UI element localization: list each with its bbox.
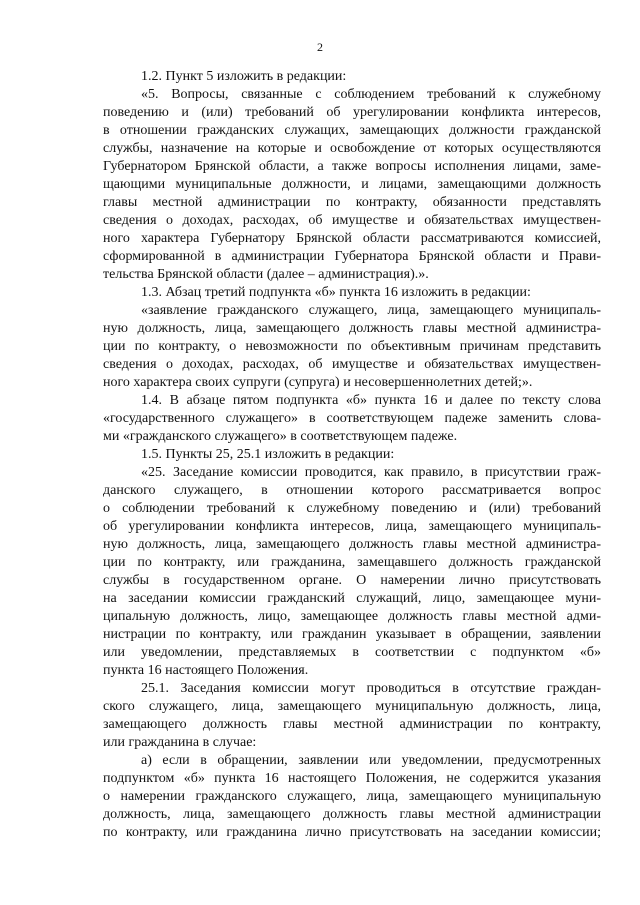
text-line: данского служащего, в отношении которого рассматривается вопрос: [103, 483, 601, 498]
text-line: ципальную должность, лицо, замещающее должность главы местной адми-: [103, 609, 601, 624]
text-line: ции по контракту, или гражданина, замещавшего должность гражданской: [103, 555, 601, 570]
text-line: на заседании комиссии гражданский служащий, лицо, замещающее муни-: [103, 591, 601, 606]
text-line: главы местной администрации по контракту, обязанности представлять: [103, 195, 601, 210]
text-line: 1.5. Пункты 25, 25.1 изложить в редакции:: [141, 447, 395, 462]
text-line: о соблюдении требований к служебному поведению и (или) требований: [103, 501, 601, 516]
text-line: нистрации по контракту, или гражданин указывает в обращении, заявлении: [103, 627, 601, 642]
text-line: или уведомлении, представляемых в соответствии с подпунктом «б»: [103, 645, 601, 660]
text-line: ции по контракту, о невозможности по объективным причинам представить: [103, 339, 601, 354]
text-line: ного характера своих супруги (супруга) и несовершеннолетних детей;».: [103, 375, 533, 390]
text-line: сведения о доходах, расходах, об имуществе и обязательствах имуществен-: [103, 357, 601, 372]
text-line: подпунктом «б» пункта 16 настоящего Положения, не содержится указания: [103, 771, 601, 786]
text-line: тельства Брянской области (далее – администрация).».: [103, 267, 429, 282]
text-line: 1.4. В абзаце пятом подпункта «б» пункта 16 и далее по тексту слова: [141, 393, 601, 408]
text-line: «заявление гражданского служащего, лица, замещающего муниципаль-: [141, 303, 601, 318]
text-line: «25. Заседание комиссии проводится, как правило, в присутствии граж-: [141, 465, 601, 480]
text-line: «государственного служащего» в соответствующем падеже заменить слова-: [103, 411, 601, 426]
document-body: [103, 68, 601, 842]
text-line: а) если в обращении, заявлении или уведомлении, предусмотренных: [141, 753, 601, 768]
text-line: ную должность, лица, замещающего должность главы местной администра-: [103, 537, 601, 552]
text-line: или гражданина в случае:: [103, 735, 257, 750]
text-line: ного характера Губернатору Брянской области рассматриваются комиссией,: [103, 231, 601, 246]
text-line: поведению и (или) требований об урегулировании конфликта интересов,: [103, 105, 601, 120]
text-line: ную должность, лица, замещающего должность главы местной администра-: [103, 321, 601, 336]
text-line: ского служащего, лица, замещающего муниципальную должность, лица,: [103, 699, 601, 714]
text-line: о намерении гражданского служащего, лица, замещающего муниципальную: [103, 789, 601, 804]
text-line: 1.2. Пункт 5 изложить в редакции:: [141, 69, 347, 84]
text-line: об урегулировании конфликта интересов, лица, замещающего муниципаль-: [103, 519, 601, 534]
text-line: пункта 16 настоящего Положения.: [103, 663, 309, 678]
text-line: «5. Вопросы, связанные с соблюдением требований к служебному: [141, 87, 601, 102]
text-line: по контракту, или гражданина лично присутствовать на заседании комиссии;: [103, 825, 601, 840]
text-line: 1.3. Абзац третий подпункта «б» пункта 16 изложить в редакции:: [141, 285, 531, 300]
text-line: службы в государственном органе. О намерении лично присутствовать: [103, 573, 601, 588]
text-line: сформированной в администрации Губернатора Брянской области и Прави-: [103, 249, 601, 264]
text-line: службы, назначение на которые и освобождение от которых осуществляются: [103, 141, 601, 156]
text-line: в отношении гражданских служащих, замещающих должности гражданской: [103, 123, 601, 138]
text-line: щающими муниципальные должности, и лицами, замещающими должность: [103, 177, 601, 192]
page-number: 2: [317, 40, 323, 54]
text-line: Губернатором Брянской области, а также вопросы исполнения лицами, заме-: [103, 159, 601, 174]
text-line: сведения о доходах, расходах, об имуществе и обязательствах имуществен-: [103, 213, 601, 228]
text-line: замещающего должность главы местной администрации по контракту,: [103, 717, 601, 732]
text-line: ми «гражданского служащего» в соответствующем падеже.: [103, 429, 458, 444]
text-line: 25.1. Заседания комиссии могут проводиться в отсутствие граждан-: [141, 681, 601, 696]
text-line: должность, лица, замещающего должность главы местной администрации: [103, 807, 601, 822]
